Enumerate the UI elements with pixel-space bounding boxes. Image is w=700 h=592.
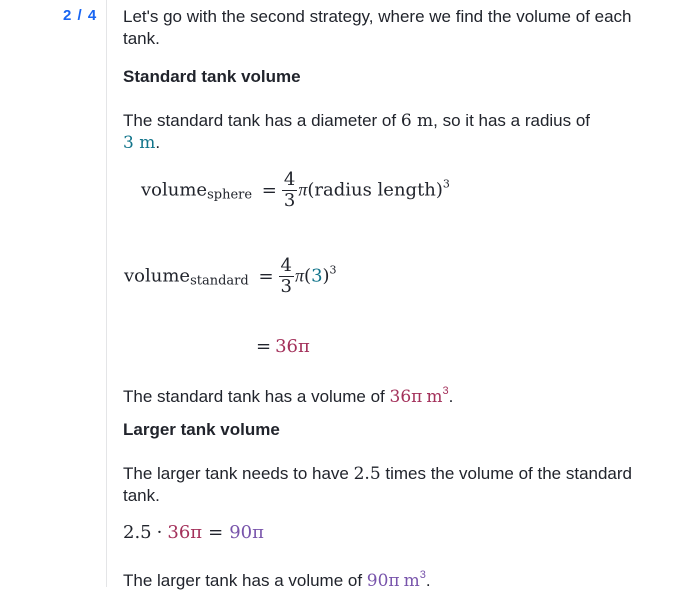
standard-radius-text bbox=[123, 110, 643, 154]
fraction bbox=[279, 256, 294, 297]
radius-substituted: 3 bbox=[311, 265, 323, 287]
larger-volume-heading: Larger tank volume bbox=[123, 420, 280, 439]
numerator: 4 bbox=[283, 169, 296, 190]
larger-factor-text bbox=[123, 463, 643, 507]
volume-unit: m bbox=[403, 571, 420, 591]
volume-subscript: sphere bbox=[207, 187, 253, 203]
divider bbox=[106, 0, 107, 587]
equals-sign: = bbox=[258, 265, 274, 287]
fraction bbox=[282, 170, 297, 211]
close-paren: ) bbox=[322, 265, 330, 287]
larger-volume-value: 90π bbox=[366, 571, 400, 591]
denominator: 3 bbox=[280, 276, 292, 297]
standard-volume-substitution bbox=[124, 256, 337, 297]
diameter-value: 6 m bbox=[400, 111, 434, 131]
radius-term: (radius length) bbox=[307, 179, 443, 201]
standard-volume-heading: Standard tank volume bbox=[123, 67, 301, 86]
exponent: 3 bbox=[329, 263, 337, 277]
denominator: 3 bbox=[283, 190, 296, 211]
volume-label: volume bbox=[141, 179, 208, 201]
larger-volume-calculation bbox=[123, 522, 264, 544]
factor: 2.5 bbox=[123, 522, 152, 543]
statement-end: . bbox=[425, 571, 431, 590]
pi-symbol: π bbox=[298, 179, 308, 200]
factor-text-start: The larger tank needs to have bbox=[123, 464, 354, 483]
larger-volume: 90π bbox=[229, 522, 264, 543]
equals-sign: = bbox=[261, 179, 277, 201]
radius-text-mid: , so it has a radius of bbox=[433, 111, 591, 130]
volume-label: volume bbox=[124, 265, 191, 287]
statement-text: The standard tank has a volume of bbox=[123, 387, 390, 406]
open-paren: ( bbox=[304, 265, 312, 287]
standard-volume-value: 36π bbox=[389, 387, 423, 407]
equals-sign: = bbox=[256, 336, 272, 357]
sphere-volume-formula bbox=[141, 170, 450, 211]
equals-sign: = bbox=[208, 522, 224, 543]
standard-volume-result bbox=[256, 336, 310, 358]
multiply-dot: · bbox=[156, 522, 163, 543]
statement-text: The larger tank has a volume of bbox=[123, 571, 367, 590]
larger-volume-statement bbox=[123, 564, 431, 592]
radius-text-start: The standard tank has a diameter of bbox=[123, 111, 401, 130]
unit-exponent: 3 bbox=[442, 385, 449, 397]
numerator: 4 bbox=[280, 255, 292, 276]
result-value: 36π bbox=[275, 336, 310, 357]
statement-end: . bbox=[448, 387, 454, 406]
radius-text-end: . bbox=[155, 133, 161, 152]
standard-volume: 36π bbox=[167, 522, 203, 543]
radius-value: 3 m bbox=[123, 133, 156, 153]
standard-volume-statement bbox=[123, 380, 453, 408]
volume-unit: m bbox=[426, 387, 443, 407]
pi-symbol: π bbox=[295, 265, 305, 286]
factor-text-end: times the volume of the standard tank. bbox=[123, 464, 632, 505]
factor-value: 2.5 bbox=[353, 464, 381, 484]
exponent: 3 bbox=[442, 177, 450, 191]
step-counter: 2 / 4 bbox=[63, 7, 98, 24]
intro-text: Let's go with the second strategy, where we find the volume of each tank. bbox=[123, 7, 632, 48]
unit-exponent: 3 bbox=[419, 569, 426, 581]
volume-subscript: standard bbox=[190, 273, 249, 289]
